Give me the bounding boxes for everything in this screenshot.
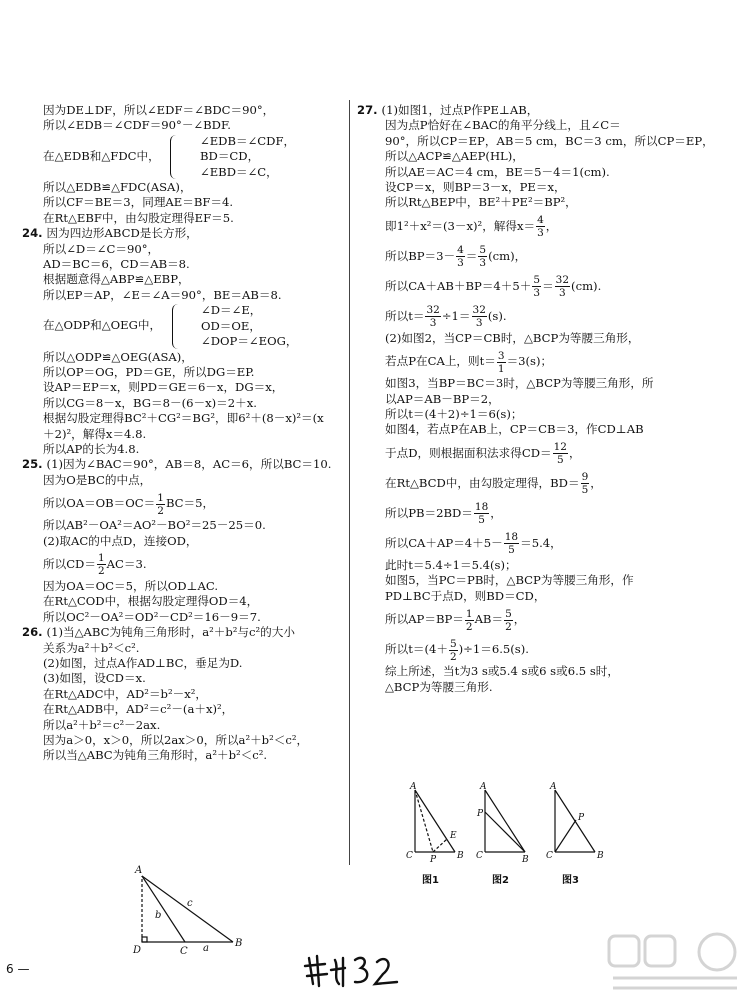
denominator: 5 [556,454,564,467]
question-number: 26. [22,625,43,640]
fig1-label-b: B [457,851,464,861]
brace-item: ∠D＝∠E， [201,303,262,318]
text-line: (1)如图1，过点P作PE⊥AB， [381,103,539,117]
fig2-side-ab [485,790,525,852]
fig1-bisector-ap [415,790,433,852]
formula-line [357,271,729,301]
question-number: 24. [22,226,43,241]
fraction [472,304,487,329]
numerator: 18 [474,501,489,514]
text-line: (1)因为∠BAC＝90°，AB＝8，AC＝6，所以BC＝10. [46,457,332,472]
segment-ab [142,876,233,942]
text-part: ， [568,445,581,460]
fig1-label-a: A [410,782,417,792]
text-line: 在Rt△COD中，根据勾股定理得OD＝4， [43,594,259,609]
text-part: AB＝ [474,612,504,627]
text-part: 所以OA＝OB＝OC＝ [43,496,156,511]
denominator: 3 [559,287,566,300]
watermark-logo [605,930,745,995]
formula-line [357,528,729,558]
text-line: 根据题意得△ABP≌△EBP， [43,272,190,287]
numerator: 1 [465,607,473,620]
text-part: (s). [487,308,507,323]
numerator: 12 [553,441,567,454]
fig3-label-c: C [546,851,553,861]
fraction [465,608,474,633]
formula-line [22,549,344,579]
numerator: 5 [449,637,457,650]
right-angle-mark [142,937,147,942]
text-line: 所以EP＝AP，∠E＝∠A＝90°，BE＝AB＝8. [43,287,282,302]
brace-system [22,134,344,180]
formula-line [357,498,729,528]
numerator: 32 [426,304,440,317]
formula-line [357,438,729,468]
text-line: 所以∠EDB＝∠CDF＝90°－∠BDF. [43,118,231,133]
fraction [474,501,489,526]
label-b-point: B [235,938,243,949]
text-line: 因为OA＝OC＝5，所以OD⊥AC. [43,578,219,593]
fig1-perp-pe [433,839,447,852]
formula-line [357,468,729,498]
text-part: 所以BP＝3－ [385,248,456,263]
text-line: 所以a²＋b²＝c²－2ax. [43,717,161,732]
numerator: 1 [157,491,164,504]
text-line: 所以当△ABC为钝角三角形时，a²＋b²＜c². [43,748,268,763]
brace-item: BD＝CD， [200,149,260,164]
text-line: (2)如图2，当CP＝CB时，△BCP为等腰三角形， [385,330,640,345]
text-line: 在Rt△ADC中，AD²＝b²－x²， [43,686,207,701]
text-line: 以AP＝AB－BP＝2， [385,391,500,406]
numerator: 5 [479,244,487,257]
fig2-label-p: P [477,809,484,819]
question-number: 27. [357,103,378,117]
question-number: 25. [22,457,43,472]
brace-item: OD＝OE， [201,318,261,333]
text-part: 所以AP＝BP＝ [385,612,464,627]
figure-2 [485,790,525,852]
fraction [425,304,440,329]
denominator: 5 [508,544,515,557]
text-line: 所以CG＝8－x，BG＝8－(6－x)＝2＋x. [43,395,257,410]
text-part: 所以t＝ [385,308,425,323]
denominator: 2 [449,650,457,663]
brace-item: ∠EBD＝∠C， [200,164,278,179]
formula-line [357,346,729,376]
denominator: 5 [478,514,485,527]
fraction [536,214,545,239]
text-part: 若点P在CA上，则t＝ [385,354,496,369]
fraction [504,608,513,633]
fraction [156,492,165,517]
brace-icon [170,135,176,179]
text-line: 在Rt△EBF中，由勾股定理得EF＝5. [43,210,234,225]
fig1-label-e: E [450,831,457,841]
text-line: 所以∠D＝∠C＝90°， [43,241,160,256]
text-line: 设CP＝x，则BP＝3－x，PE＝x， [385,180,566,195]
text-line: 此时t＝5.4÷1＝5.4(s)； [385,557,517,572]
text-line: 因为点P恰好在∠BAC的角平分线上，且∠C＝ [385,118,621,133]
figure-1-caption: 图1 [422,875,439,886]
formula-line [357,211,729,241]
page-number: 6 — [6,962,30,976]
label-c-point: C [180,946,188,957]
text-part: ， [590,475,602,490]
denominator: 3 [533,287,541,300]
numerator: 32 [555,274,570,287]
text-part: (cm). [571,278,602,293]
fraction [581,471,590,496]
brace-lead: 在△EDB和△FDC中， [43,148,160,163]
label-d-point: D [133,945,142,956]
handwritten-note [303,950,403,990]
text-part: 于点D，则根据面积法求得CD＝ [385,445,552,460]
text-part: 在Rt△BCD中，由勾股定理得，BD＝ [385,475,580,490]
text-part: ＝3(s)； [506,354,553,369]
numerator: 5 [505,607,512,620]
text-line: (1)当△ABC为钝角三角形时，a²＋b²与c²的大小 [46,625,295,640]
text-part: ＝ [542,278,554,293]
figure-1 [415,790,455,852]
text-line: 所以OC²－OA²＝OD²－CD²＝16－9＝7. [43,609,261,624]
formula-line [357,301,729,331]
text-part: (cm)， [488,248,527,263]
text-part: ， [513,612,526,627]
text-line: 所以AE＝AC＝4 cm，BE＝5－4＝1(cm). [385,164,610,179]
text-line: 所以AP的长为4.8. [43,441,140,456]
text-part: ＝5.4， [520,535,562,550]
denominator: 2 [505,620,512,633]
text-line: 所以△ODP≌△OEG(ASA)， [43,349,193,364]
formula-line [357,241,729,271]
formula-line [357,634,729,664]
numerator: 3 [497,349,505,362]
denominator: 3 [475,317,483,330]
text-line: 90°，所以CP＝EP，AB＝5 cm，BC＝3 cm，所以CP＝EP， [385,133,714,148]
denominator: 1 [497,362,505,375]
fraction [456,244,465,269]
text-line: 如图4，若点P在AB上，CP＝CB＝3，作CD⊥AB [385,422,644,437]
text-part: ÷1＝ [441,308,471,323]
numerator: 18 [504,531,519,544]
fig2-label-a: A [480,782,487,792]
column-divider [349,100,350,865]
numerator: 4 [457,244,464,257]
text-line: 综上所述，当t为3 s或5.4 s或6 s或6.5 s时， [385,664,619,679]
numerator: 9 [581,471,589,484]
text-part: 即1²＋x²＝(3－x)²，解得x＝ [385,218,536,233]
denominator: 2 [465,620,473,633]
denominator: 2 [97,565,105,578]
figure-3 [555,790,595,852]
fig3-label-p: P [578,813,585,823]
formula-line [22,488,344,518]
text-line: AD＝BC＝6，CD＝AB＝8. [43,257,190,272]
figure-3-caption: 图3 [562,875,579,886]
text-part: ， [490,505,502,520]
text-line: 关系为a²＋b²＜c². [43,640,140,655]
triangle-figure-26 [125,860,250,960]
denominator: 3 [429,317,437,330]
fig2-segment-pb [485,812,525,852]
figure-2-caption: 图2 [492,875,509,886]
brace-lead: 在△ODP和△OEG中， [43,318,162,333]
brace-icon [172,304,178,348]
figures-27 [400,780,615,880]
text-line: 因为a＞0，x＞0，所以2ax＞0，所以a²＋b²＜c²， [43,733,309,748]
right-column [357,103,729,695]
denominator: 2 [157,504,164,517]
text-line: PD⊥BC于点D，则BD＝CD， [385,588,546,603]
text-line: 因为四边形ABCD是长方形， [46,226,198,241]
text-line: ＋2)²，解得x＝4.8. [43,426,147,441]
text-part: 所以t＝(4＋ [385,642,448,657]
brace-item: ∠EDB＝∠CDF， [200,133,296,148]
text-line: 所以△EDB≌△FDC(ASA)， [43,180,192,195]
text-line: 所以CF＝BE＝3，同理AE＝BF＝4. [43,195,234,210]
text-part: ＝ [465,248,478,263]
text-part: 所以PB＝2BD＝ [385,505,473,520]
text-part: BC＝5， [165,496,215,511]
fig3-segment-cp [555,820,576,852]
denominator: 5 [581,484,589,497]
label-side-a: a [203,943,209,954]
text-part: 所以CA＋AB＋BP＝4＋5＋ [385,278,532,293]
fig3-label-a: A [550,782,557,792]
text-line: 所以t＝(4＋2)÷1＝6(s)； [385,407,523,422]
numerator: 32 [472,304,486,317]
numerator: 4 [537,214,544,227]
text-part: 所以CA＋AP＝4＋5－ [385,535,503,550]
fig2-label-b: B [522,855,529,865]
formula-line [357,604,729,634]
fig1-label-p: P [430,855,437,865]
numerator: 5 [533,274,541,287]
denominator: 3 [479,257,487,270]
fig2-label-c: C [476,851,483,861]
fraction [532,274,541,299]
text-line: 如图3，当BP＝BC＝3时，△BCP为等腰三角形，所 [385,376,654,391]
brace-item: ∠DOP＝∠EOG， [201,334,298,349]
label-a-point: A [135,865,143,876]
label-side-c: c [187,898,193,909]
text-line: 所以Rt△BEP中，BE²＋PE²＝BP²， [385,195,577,210]
text-line: 设AP＝EP＝x，则PD＝GE＝6－x，DG＝x， [43,380,284,395]
text-line: △BCP为等腰三角形. [385,679,493,694]
text-part: 所以CD＝ [43,556,96,571]
segment-ac [142,876,185,942]
fig3-label-b: B [597,851,604,861]
text-line: (2)如图，过点A作AD⊥BC，垂足为D. [43,656,243,670]
text-part: AC＝3. [106,556,147,571]
fraction [553,441,568,466]
fraction [97,552,106,577]
fraction [555,274,570,299]
text-line: 在Rt△ADB中，AD²＝c²－(a＋x)²， [43,702,234,717]
text-part: ， [545,218,558,233]
text-line: 所以OP＝OG，PD＝GE，所以DG＝EP. [43,364,255,379]
text-line: 因为O是BC的中点， [43,472,152,487]
text-part: )÷1＝6.5(s). [458,642,529,657]
text-line: 如图5，当PC＝PB时，△BCP为等腰三角形，作 [385,573,634,588]
text-line: 所以△ACP≌△AEP(HL)， [385,149,524,164]
text-line: (3)如图，设CD＝x. [43,671,146,686]
fraction [478,244,487,269]
text-line: 所以AB²－OA²＝AO²－BO²＝25－25＝0. [43,518,266,533]
fraction [504,531,519,556]
text-line: (2)取AC的中点D，连接OD， [43,533,198,548]
left-column [22,103,344,764]
brace-system [22,303,344,349]
fraction [449,638,458,663]
fig1-side-ab [415,790,455,852]
text-line: 根据勾股定理得BC²＋CG²＝BG²，即6²＋(8－x)²＝(x [43,411,324,426]
text-line: 因为DE⊥DF，所以∠EDF＝∠BDC＝90°， [43,103,275,117]
fraction [497,350,506,375]
denominator: 3 [457,257,464,270]
numerator: 1 [97,552,105,565]
fig1-label-c: C [406,851,413,861]
label-side-b: b [155,910,162,921]
denominator: 3 [537,227,544,240]
